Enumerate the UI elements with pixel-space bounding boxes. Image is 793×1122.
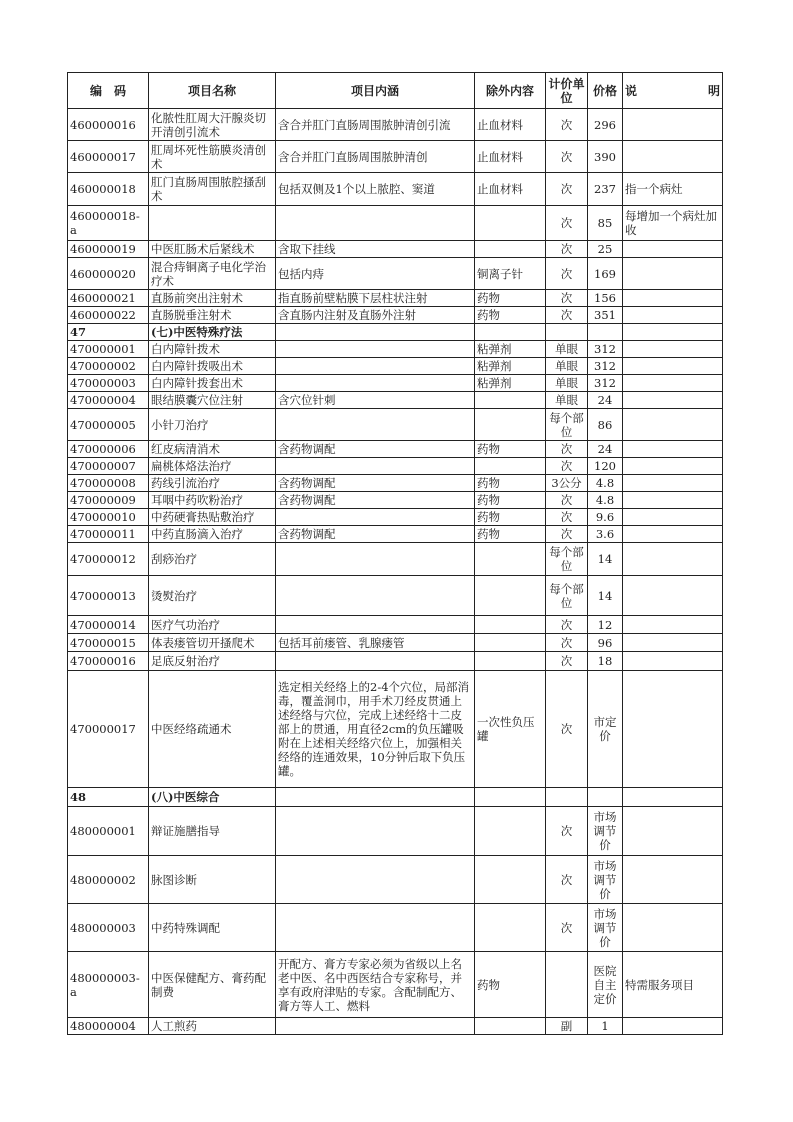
cell-content: 含取下挂线 [276, 241, 475, 258]
table-row [68, 509, 723, 526]
cell-code: 470000015 [68, 634, 149, 652]
cell-notes [623, 324, 723, 341]
cell-name: 白内障针拨术 [149, 341, 276, 358]
cell-code: 460000021 [68, 290, 149, 307]
table-row [68, 492, 723, 509]
cell-content [276, 375, 475, 392]
cell-code: 47 [68, 324, 149, 341]
table-row [68, 258, 723, 290]
cell-name: 中医保健配方、膏药配制费 [149, 952, 276, 1018]
cell-price [588, 324, 623, 341]
cell-unit: 次 [546, 109, 588, 141]
header-unit: 计价单位 [546, 73, 588, 109]
cell-content [276, 341, 475, 358]
cell-content [276, 509, 475, 526]
cell-price: 市场调节价 [588, 807, 623, 856]
cell-code: 460000022 [68, 307, 149, 324]
cell-price: 24 [588, 392, 623, 409]
cell-excluded: 药物 [475, 952, 546, 1018]
cell-price: 312 [588, 341, 623, 358]
cell-name: 中药硬膏热贴敷治疗 [149, 509, 276, 526]
cell-content [276, 652, 475, 671]
cell-excluded [475, 634, 546, 652]
cell-name: 耳咽中药吹粉治疗 [149, 492, 276, 509]
cell-content [276, 788, 475, 807]
cell-notes [623, 856, 723, 904]
cell-notes [623, 652, 723, 671]
cell-unit: 次 [546, 241, 588, 258]
cell-excluded [475, 856, 546, 904]
cell-code: 470000012 [68, 543, 149, 576]
cell-name: 眼结膜囊穴位注射 [149, 392, 276, 409]
cell-excluded: 药物 [475, 475, 546, 492]
cell-unit: 次 [546, 616, 588, 634]
cell-code: 470000004 [68, 392, 149, 409]
cell-price: 85 [588, 206, 623, 241]
cell-code: 470000010 [68, 509, 149, 526]
cell-notes [623, 807, 723, 856]
cell-notes [623, 241, 723, 258]
cell-name: 肛周坏死性筋膜炎清创术 [149, 141, 276, 173]
cell-excluded: 止血材料 [475, 173, 546, 206]
cell-excluded: 药物 [475, 509, 546, 526]
cell-notes [623, 441, 723, 458]
cell-code: 470000003 [68, 375, 149, 392]
cell-name: 化脓性肛周大汗腺炎切开清创引流术 [149, 109, 276, 141]
cell-name: 直肠前突出注射术 [149, 290, 276, 307]
cell-name: 红皮病清消术 [149, 441, 276, 458]
table-row [68, 856, 723, 904]
cell-excluded: 粘弹剂 [475, 358, 546, 375]
cell-content [276, 358, 475, 375]
cell-price: 18 [588, 652, 623, 671]
cell-unit: 次 [546, 509, 588, 526]
cell-unit: 次 [546, 290, 588, 307]
cell-notes [623, 409, 723, 441]
table-row [68, 173, 723, 206]
cell-excluded [475, 904, 546, 952]
cell-price: 市定价 [588, 671, 623, 788]
cell-notes [623, 634, 723, 652]
cell-price: 312 [588, 375, 623, 392]
cell-price: 医院自主定价 [588, 952, 623, 1018]
cell-code: 460000020 [68, 258, 149, 290]
cell-unit: 单眼 [546, 392, 588, 409]
cell-notes [623, 904, 723, 952]
table-row [68, 634, 723, 652]
table-row [68, 616, 723, 634]
cell-notes [623, 141, 723, 173]
cell-content: 包括双侧及1个以上脓腔、窦道 [276, 173, 475, 206]
cell-content [276, 324, 475, 341]
cell-content: 包括耳前瘘管、乳腺瘘管 [276, 634, 475, 652]
section-row [68, 788, 723, 807]
cell-content: 开配方、膏方专家必须为省级以上名老中医、名中西医结合专家称号，并享有政府津贴的专家。含配制配方、膏方等人工、燃料 [276, 952, 475, 1018]
cell-notes [623, 475, 723, 492]
cell-excluded: 药物 [475, 526, 546, 543]
cell-unit: 次 [546, 307, 588, 324]
cell-content: 含药物调配 [276, 475, 475, 492]
table-row [68, 807, 723, 856]
table-row [68, 290, 723, 307]
cell-code: 480000003-a [68, 952, 149, 1018]
table-row [68, 109, 723, 141]
cell-price [588, 788, 623, 807]
cell-notes [623, 392, 723, 409]
cell-excluded [475, 324, 546, 341]
cell-content: 选定相关经络上的2-4个穴位，局部消毒，覆盖洞巾，用手术刀经皮贯通上述经络与穴位，完成上述经络十二皮部上的贯通，用直径2cm的负压罐吸附在上述相关经络穴位上，加强相关经络的连通效果，10分钟后取下负压罐。 [276, 671, 475, 788]
cell-excluded: 药物 [475, 307, 546, 324]
cell-price: 市场调节价 [588, 904, 623, 952]
cell-unit: 次 [546, 634, 588, 652]
table-row [68, 392, 723, 409]
cell-price: 3.6 [588, 526, 623, 543]
cell-name: 白内障针拨吸出术 [149, 358, 276, 375]
cell-content [276, 458, 475, 475]
table-row [68, 652, 723, 671]
cell-price: 市场调节价 [588, 856, 623, 904]
cell-content: 包括内痔 [276, 258, 475, 290]
table-row [68, 409, 723, 441]
cell-price: 86 [588, 409, 623, 441]
cell-code: 470000011 [68, 526, 149, 543]
cell-notes [623, 358, 723, 375]
cell-content [276, 616, 475, 634]
cell-excluded: 药物 [475, 441, 546, 458]
cell-price: 4.8 [588, 475, 623, 492]
cell-unit: 单眼 [546, 358, 588, 375]
cell-name: 足底反射治疗 [149, 652, 276, 671]
cell-unit: 次 [546, 526, 588, 543]
cell-unit: 次 [546, 904, 588, 952]
cell-unit: 次 [546, 652, 588, 671]
cell-code: 480000003 [68, 904, 149, 952]
cell-price: 9.6 [588, 509, 623, 526]
cell-notes [623, 290, 723, 307]
cell-excluded: 药物 [475, 492, 546, 509]
cell-notes [623, 509, 723, 526]
header-content: 项目内涵 [276, 73, 475, 109]
cell-price: 390 [588, 141, 623, 173]
cell-code: 460000019 [68, 241, 149, 258]
cell-unit: 次 [546, 807, 588, 856]
cell-name: (七)中医特殊疗法 [149, 324, 276, 341]
cell-price: 12 [588, 616, 623, 634]
cell-price: 156 [588, 290, 623, 307]
cell-notes: 指一个病灶 [623, 173, 723, 206]
cell-excluded: 药物 [475, 290, 546, 307]
cell-excluded: 粘弹剂 [475, 375, 546, 392]
cell-notes [623, 258, 723, 290]
cell-excluded [475, 392, 546, 409]
cell-name: 辩证施膳指导 [149, 807, 276, 856]
cell-notes: 特需服务项目 [623, 952, 723, 1018]
cell-price: 296 [588, 109, 623, 141]
cell-notes [623, 492, 723, 509]
header-excluded: 除外内容 [475, 73, 546, 109]
cell-excluded [475, 241, 546, 258]
cell-unit: 次 [546, 258, 588, 290]
cell-content: 含直肠内注射及直肠外注射 [276, 307, 475, 324]
cell-price: 4.8 [588, 492, 623, 509]
cell-unit: 每个部位 [546, 409, 588, 441]
cell-code: 470000009 [68, 492, 149, 509]
cell-code: 460000017 [68, 141, 149, 173]
cell-content: 含药物调配 [276, 526, 475, 543]
table-row [68, 475, 723, 492]
cell-notes: 每增加一个病灶加收 [623, 206, 723, 241]
cell-content: 含药物调配 [276, 492, 475, 509]
cell-content: 指直肠前壁粘膜下层柱状注射 [276, 290, 475, 307]
cell-name: 人工煎药 [149, 1018, 276, 1035]
cell-excluded [475, 206, 546, 241]
cell-unit: 次 [546, 856, 588, 904]
cell-name: 中药特殊调配 [149, 904, 276, 952]
cell-code: 460000016 [68, 109, 149, 141]
cell-notes [623, 543, 723, 576]
cell-code: 460000018-a [68, 206, 149, 241]
cell-notes [623, 458, 723, 475]
cell-excluded [475, 409, 546, 441]
cell-content: 含合并肛门直肠周围脓肿清创引流 [276, 109, 475, 141]
cell-content: 含药物调配 [276, 441, 475, 458]
cell-notes [623, 341, 723, 358]
table-row [68, 671, 723, 788]
cell-excluded [475, 543, 546, 576]
cell-unit [546, 788, 588, 807]
table-row [68, 307, 723, 324]
table-row [68, 441, 723, 458]
cell-price: 1 [588, 1018, 623, 1035]
cell-name: 直肠脱垂注射术 [149, 307, 276, 324]
cell-name: 烫熨治疗 [149, 576, 276, 616]
cell-excluded: 粘弹剂 [475, 341, 546, 358]
cell-code: 480000002 [68, 856, 149, 904]
cell-excluded: 止血材料 [475, 109, 546, 141]
table-row [68, 375, 723, 392]
cell-name: 中医肛肠术后紧线术 [149, 241, 276, 258]
cell-code: 470000002 [68, 358, 149, 375]
price-table [67, 72, 723, 1035]
cell-code: 470000006 [68, 441, 149, 458]
cell-name: 脉图诊断 [149, 856, 276, 904]
table-row [68, 576, 723, 616]
cell-unit: 次 [546, 441, 588, 458]
header-row [68, 73, 723, 109]
cell-notes [623, 375, 723, 392]
cell-code: 480000001 [68, 807, 149, 856]
cell-unit [546, 324, 588, 341]
cell-content [276, 1018, 475, 1035]
header-notes: 说 明 [623, 73, 723, 109]
cell-price: 25 [588, 241, 623, 258]
cell-name: 白内障针拨套出术 [149, 375, 276, 392]
header-name: 项目名称 [149, 73, 276, 109]
cell-unit: 每个部位 [546, 576, 588, 616]
cell-excluded [475, 788, 546, 807]
cell-name [149, 206, 276, 241]
table-row [68, 952, 723, 1018]
cell-name: 扁桃体烙法治疗 [149, 458, 276, 475]
cell-code: 48 [68, 788, 149, 807]
cell-notes [623, 307, 723, 324]
cell-price: 24 [588, 441, 623, 458]
cell-notes [623, 788, 723, 807]
cell-content: 含合并肛门直肠周围脓肿清创 [276, 141, 475, 173]
cell-price: 237 [588, 173, 623, 206]
table-row [68, 341, 723, 358]
cell-content [276, 576, 475, 616]
cell-notes [623, 109, 723, 141]
cell-unit: 次 [546, 492, 588, 509]
cell-unit: 单眼 [546, 341, 588, 358]
cell-code: 470000007 [68, 458, 149, 475]
cell-code: 460000018 [68, 173, 149, 206]
table-row [68, 206, 723, 241]
cell-unit: 次 [546, 141, 588, 173]
cell-name: 药线引流治疗 [149, 475, 276, 492]
table-row [68, 241, 723, 258]
cell-excluded [475, 616, 546, 634]
cell-excluded [475, 1018, 546, 1035]
cell-content [276, 409, 475, 441]
cell-name: 肛门直肠周围脓腔搔刮术 [149, 173, 276, 206]
cell-price: 14 [588, 576, 623, 616]
cell-excluded: 一次性负压罐 [475, 671, 546, 788]
cell-unit: 次 [546, 458, 588, 475]
table-row [68, 904, 723, 952]
cell-code: 470000005 [68, 409, 149, 441]
cell-unit [546, 952, 588, 1018]
cell-content: 含穴位针刺 [276, 392, 475, 409]
cell-code: 470000016 [68, 652, 149, 671]
cell-content [276, 807, 475, 856]
cell-content [276, 543, 475, 576]
cell-price: 312 [588, 358, 623, 375]
table-row [68, 1018, 723, 1035]
cell-name: 中医经络疏通术 [149, 671, 276, 788]
table-row [68, 358, 723, 375]
cell-name: 中药直肠滴入治疗 [149, 526, 276, 543]
cell-notes [623, 616, 723, 634]
cell-notes [623, 671, 723, 788]
cell-unit: 每个部位 [546, 543, 588, 576]
header-price: 价格 [588, 73, 623, 109]
cell-excluded: 铜离子针 [475, 258, 546, 290]
cell-name: 混合痔铜离子电化学治疗术 [149, 258, 276, 290]
cell-name: (八)中医综合 [149, 788, 276, 807]
cell-notes [623, 526, 723, 543]
cell-unit: 次 [546, 206, 588, 241]
cell-unit: 次 [546, 671, 588, 788]
table-row [68, 526, 723, 543]
cell-excluded: 止血材料 [475, 141, 546, 173]
header-code: 编 码 [68, 73, 149, 109]
cell-name: 医疗气功治疗 [149, 616, 276, 634]
cell-code: 470000008 [68, 475, 149, 492]
cell-price: 14 [588, 543, 623, 576]
cell-excluded [475, 458, 546, 475]
cell-unit: 单眼 [546, 375, 588, 392]
cell-price: 120 [588, 458, 623, 475]
cell-price: 351 [588, 307, 623, 324]
cell-price: 96 [588, 634, 623, 652]
cell-price: 169 [588, 258, 623, 290]
cell-code: 470000017 [68, 671, 149, 788]
cell-code: 480000004 [68, 1018, 149, 1035]
cell-content [276, 856, 475, 904]
cell-name: 刮痧治疗 [149, 543, 276, 576]
table-row [68, 458, 723, 475]
cell-name: 小针刀治疗 [149, 409, 276, 441]
cell-code: 470000013 [68, 576, 149, 616]
cell-excluded [475, 576, 546, 616]
cell-content [276, 206, 475, 241]
cell-notes [623, 1018, 723, 1035]
cell-code: 470000001 [68, 341, 149, 358]
cell-unit: 3公分 [546, 475, 588, 492]
section-row [68, 324, 723, 341]
cell-unit: 次 [546, 173, 588, 206]
table-row [68, 141, 723, 173]
cell-notes [623, 576, 723, 616]
table-row [68, 543, 723, 576]
cell-unit: 副 [546, 1018, 588, 1035]
cell-name: 体表瘘管切开搔爬术 [149, 634, 276, 652]
cell-content [276, 904, 475, 952]
cell-excluded [475, 652, 546, 671]
cell-code: 470000014 [68, 616, 149, 634]
cell-excluded [475, 807, 546, 856]
